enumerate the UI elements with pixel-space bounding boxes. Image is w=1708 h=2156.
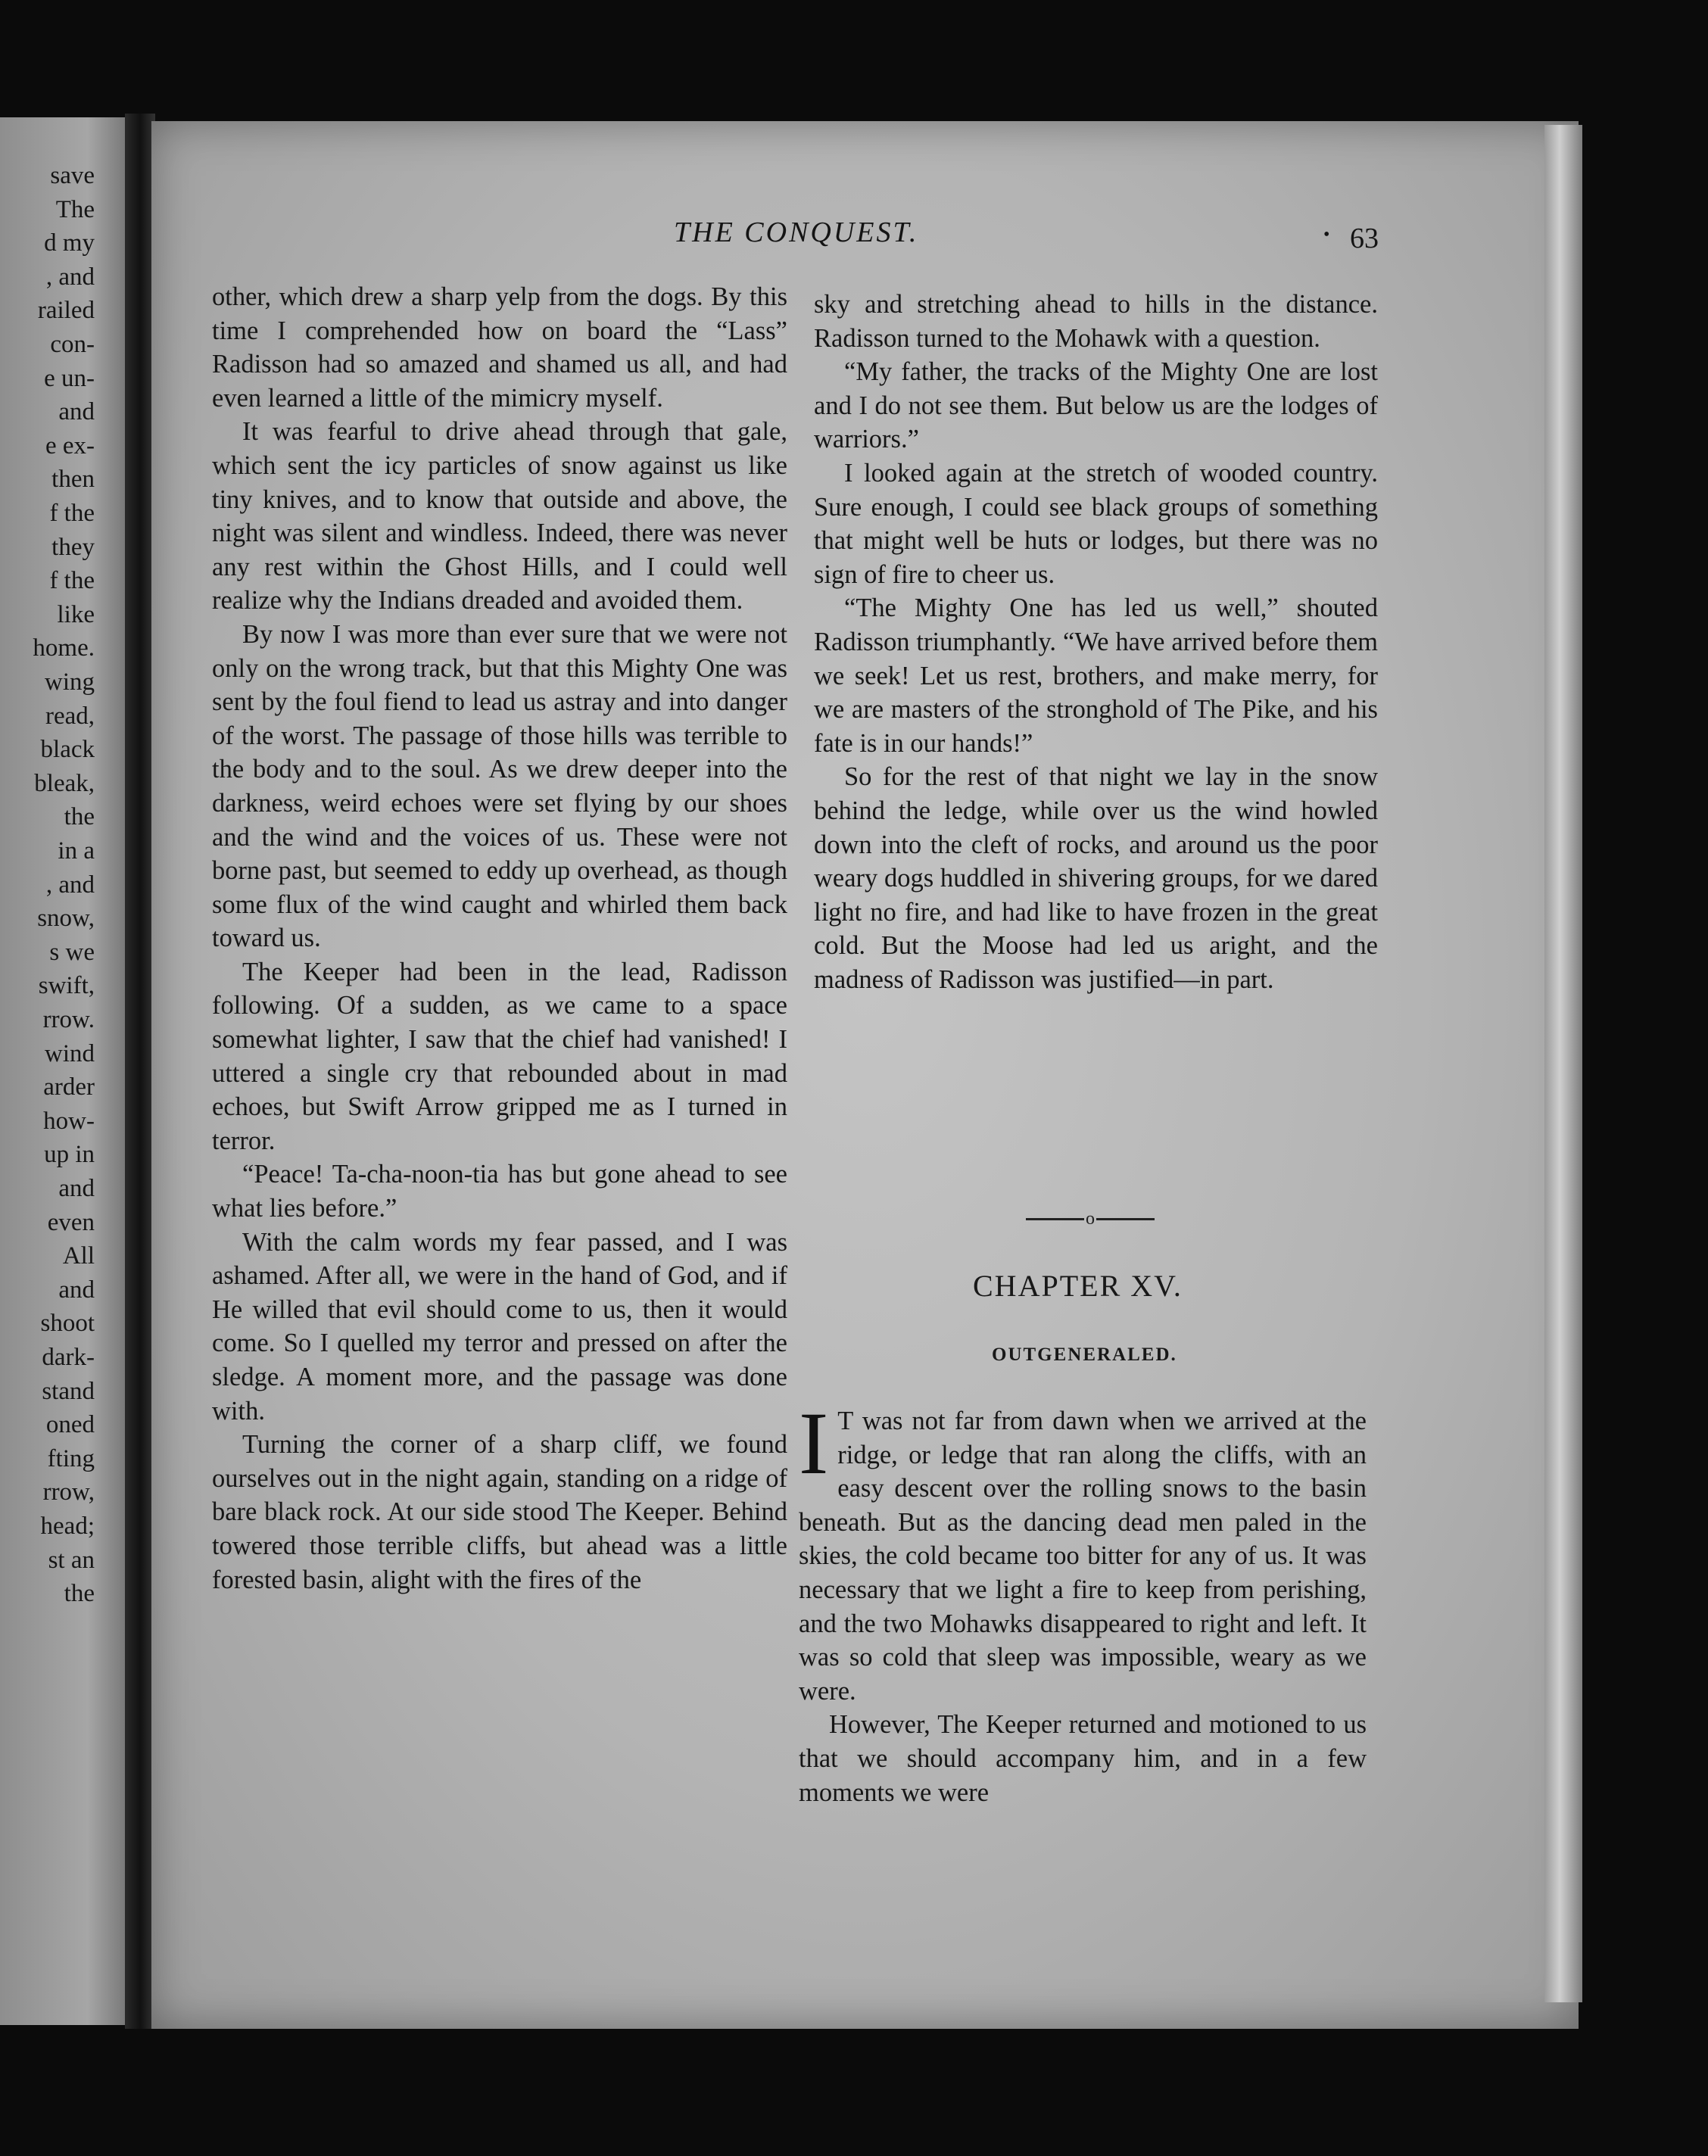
facing-page-fragment: f the (49, 567, 95, 595)
facing-page-fragment: up in (44, 1141, 95, 1169)
facing-page-fragment: the (64, 803, 95, 831)
facing-page-fragment: dark- (42, 1344, 95, 1371)
paragraph: “Peace! Ta-cha-noon-tia has but gone ahead to see what lies before.” (212, 1160, 787, 1223)
paragraph: “My father, the tracks of the Mighty One are lost and I do not see them. But below us are the lodges of warriors.” (814, 357, 1378, 454)
facing-page-fragment: e un- (44, 364, 95, 392)
paragraph: So for the rest of that night we lay in the snow behind the ledge, while over us the wind howled down into the cleft of rocks, and around us the poor weary dogs huddled in shivering groups, for we dared light no fire, and had like to have frozen in the great cold. But the Moose had led us aright, and the madness of Radisson was justified—in part. (814, 762, 1378, 994)
paragraph: The Keeper had been in the lead, Radisson following. Of a sudden, as we came to a space somewhat lighter, I saw that the chief had vanished! I uttered a single cry that rebounded about in mad echoes, but Swift Arrow gripped me as I turned in terror. (212, 957, 787, 1155)
left-text-column (212, 280, 787, 1597)
header-bullet: • (1323, 225, 1330, 245)
facing-page-fragment: shoot (40, 1310, 95, 1338)
facing-page-fragment: the (64, 1580, 95, 1608)
facing-page-fragment: fting (47, 1444, 95, 1472)
facing-page-fragment: wind (45, 1039, 95, 1067)
facing-page-fragment: e ex- (45, 432, 95, 460)
facing-page-fragment: All (62, 1242, 95, 1270)
facing-page-fragment: stand (42, 1377, 95, 1405)
facing-page-fragment: bleak, (34, 769, 95, 797)
facing-page-fragment: then (51, 466, 95, 494)
paragraph: By now I was more than ever sure that we were not only on the wrong track, but that this Mighty One was sent by the foul fiend to lead us astray and into danger of the worst. The passage of those hills was terrible to the body and to the soul. As we drew deeper into the darkness, weird echoes were set flying by our shoes and the wind and the voices of us. These were not borne past, but seemed to eddy up overhead, as though some flux of the wind caught and whirled them back toward us. (212, 619, 787, 953)
divider-rule (1096, 1218, 1155, 1220)
paragraph: Turning the corner of a sharp cliff, we found ourselves out in the night again, standing on a ridge of bare black rock. At our side stood The Keeper. Behind towered those terrible cliffs, but ahead was a little forested basin, alight with the fires of the (212, 1430, 787, 1594)
book-gutter (125, 114, 155, 2029)
paragraph: It was fearful to drive ahead through that gale, which sent the icy particles of snow against us like tiny knives, and to know that outside and above, the night was silent and windless. Indeed, there was never any rest within the Ghost Hills, and I could well realize why the Indians dreaded and avoided them. (212, 417, 787, 615)
facing-page-fragment: head; (40, 1513, 95, 1540)
facing-page-fragment: even (47, 1208, 95, 1236)
opening-paragraph (799, 1394, 1367, 1708)
facing-page-fragment: rrow. (42, 1006, 95, 1033)
facing-page-fragment: how- (43, 1107, 95, 1135)
facing-page-fragment: they (51, 533, 95, 561)
page-number: 63 (1350, 223, 1379, 254)
chapter-text-column (799, 1394, 1367, 1809)
chapter-heading: CHAPTER XV. (973, 1269, 1183, 1303)
facing-page-fragment: , and (45, 263, 95, 291)
facing-page-fragment: read, (45, 702, 95, 730)
facing-page-fragment: rrow, (42, 1478, 95, 1506)
divider-mark: o (1086, 1208, 1095, 1229)
running-header (0, 216, 1708, 261)
facing-page-fragment: like (57, 600, 95, 628)
facing-page-fragment: and (58, 1276, 95, 1304)
facing-page-fragment: arder (43, 1073, 95, 1101)
facing-page-fragment: snow, (37, 905, 95, 933)
paragraph: other, which drew a sharp yelp from the dogs. By this time I comprehended how on board the “Lass” Radisson had so amazed and shamed us all, and had even learned a little of the mimicry myself. (212, 282, 787, 413)
paragraph: However, The Keeper returned and motioned to us that we should accompany him, and in a few moments we were (799, 1710, 1367, 1807)
facing-page-fragment: black (40, 736, 95, 764)
facing-page-fragment: and (58, 1175, 95, 1202)
facing-page-fragment: in a (58, 837, 95, 865)
running-title: THE CONQUEST. (674, 217, 919, 248)
paragraph: With the calm words my fear passed, and I was ashamed. After all, we were in the hand of God, and if He willed that evil should come to us, then it would come. So I quelled my terror and pressed on after the sledge. A moment more, and the passage was done with. (212, 1227, 787, 1425)
facing-page-fragment: , and (45, 871, 95, 899)
facing-page-fragment: oned (45, 1411, 95, 1439)
facing-page-fragment: The (55, 195, 95, 223)
facing-page-fragment: railed (37, 297, 95, 325)
facing-page-fragment: save (50, 162, 95, 189)
facing-page-fragment: home. (33, 634, 95, 662)
facing-page-fragment: swift, (38, 972, 95, 1000)
facing-page-fragment: d my (44, 229, 95, 257)
paragraph: “The Mighty One has led us well,” shouted Radisson triumphantly. “We have arrived before them we seek! Let us rest, brothers, and make merry, for we are masters of the stronghold of The Pike, and his fate is in our hands!” (814, 594, 1378, 758)
facing-page-fragment: f the (49, 500, 95, 527)
page-stack-edge (1544, 125, 1582, 2002)
facing-page-fragment: wing (45, 668, 95, 696)
section-divider (1026, 1207, 1155, 1230)
opening-paragraph-text: T was not far from dawn when we arrived at the ridge, or ledge that ran along the cliffs, with an easy descent over the rolling snows to the basin beneath. But as the dancing dead men paled in the skies, the cold became too bitter for any of us. It was necessary that we light a fire to keep from perishing, and the two Mohawks disappeared to right and left. It was so cold that sleep was impossible, weary as we were. (799, 1407, 1367, 1706)
facing-page-fragment: and (58, 398, 95, 426)
facing-page-fragment: con- (50, 331, 95, 358)
paragraph: sky and stretching ahead to hills in the distance. Radisson turned to the Mohawk with a question. (814, 290, 1378, 353)
right-text-column (814, 288, 1378, 996)
paragraph: I looked again at the stretch of wooded country. Sure enough, I could see black groups of something that might well be huts or lodges, but there was no sign of fire to cheer us. (814, 458, 1378, 589)
facing-page-edge (0, 117, 125, 2025)
drop-cap: I (799, 1394, 829, 1493)
facing-page-fragment: s we (49, 938, 95, 966)
divider-rule (1026, 1218, 1084, 1220)
facing-page-fragment: st an (48, 1546, 95, 1574)
chapter-subtitle: OUTGENERALED. (992, 1344, 1177, 1365)
